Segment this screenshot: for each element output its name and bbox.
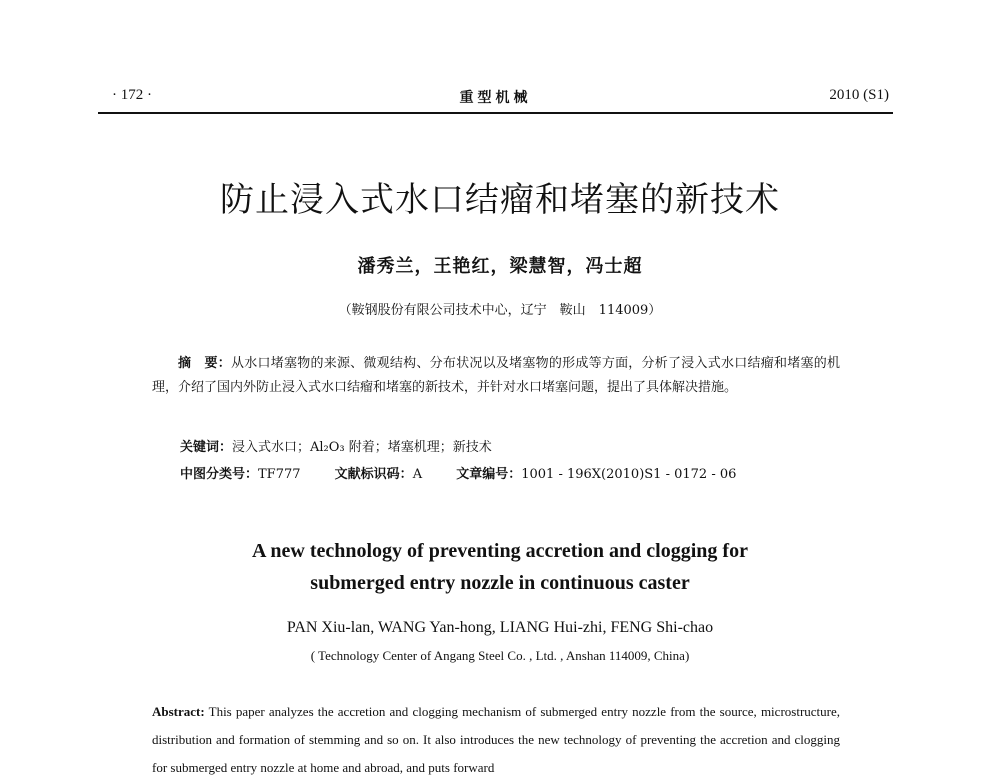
keywords-text: 浸入式水口；Al₂O₃ 附着；堵塞机理；新技术 [232, 440, 492, 455]
classification-line [180, 463, 880, 482]
chinese-authors: 潘秀兰，王艳红，梁慧智，冯士超 [357, 256, 643, 277]
chinese-abstract-text: 从水口堵塞物的来源、微观结构、分布状况以及堵塞物的形成等方面，分析了浸入式水口结瘤和堵塞的机理，介绍了国内外防止浸入式水口结瘤和堵塞的新技术，并针对水口堵塞问题，提出了具体解决措施。 [152, 356, 840, 395]
article-no-label: 文章编号： [456, 467, 522, 482]
english-abstract-label: Abstract: [152, 704, 205, 719]
page-number: · 172 · [112, 87, 152, 103]
keywords [180, 436, 492, 455]
english-abstract [152, 698, 840, 782]
chinese-affiliation: （鞍钢股份有限公司技术中心，辽宁 鞍山 114009） [338, 303, 662, 318]
keywords-label: 关键词： [180, 440, 233, 455]
english-title-line-2: submerged entry nozzle in continuous caster [310, 572, 690, 594]
clc-value: TF777 [258, 467, 301, 482]
english-affiliation: ( Technology Center of Angang Steel Co. , Ltd. , Anshan 114009, China) [310, 648, 690, 663]
english-title-line-1: A new technology of preventing accretion and clogging for [252, 540, 748, 562]
article-no-value: 1001 - 196X(2010)S1 - 0172 - 06 [521, 467, 737, 482]
english-abstract-text: This paper analyzes the accretion and clogging mechanism of submerged entry nozzle from the source, microstructure, distribution and formation of stemming and so on. It also introduces the new technology of preventing the accretion and clogging for submerged entry nozzle at home and abroad, and puts forward [152, 704, 840, 775]
header-rule [98, 112, 893, 114]
english-title [0, 535, 1000, 599]
chinese-abstract [152, 352, 840, 400]
doc-code-value: A [412, 467, 423, 482]
doc-code-label: 文献标识码： [334, 467, 413, 482]
chinese-title: 防止浸入式水口结瘤和堵塞的新技术 [220, 180, 780, 220]
chinese-abstract-label: 摘 要： [178, 356, 231, 371]
journal-name: 重型机械 [459, 90, 532, 106]
running-header [98, 84, 893, 112]
issue-year: 2010 (S1) [829, 87, 889, 103]
english-authors: PAN Xiu-lan, WANG Yan-hong, LIANG Hui-zhi, FENG Shi-chao [286, 619, 714, 636]
clc-label: 中图分类号： [180, 467, 259, 482]
